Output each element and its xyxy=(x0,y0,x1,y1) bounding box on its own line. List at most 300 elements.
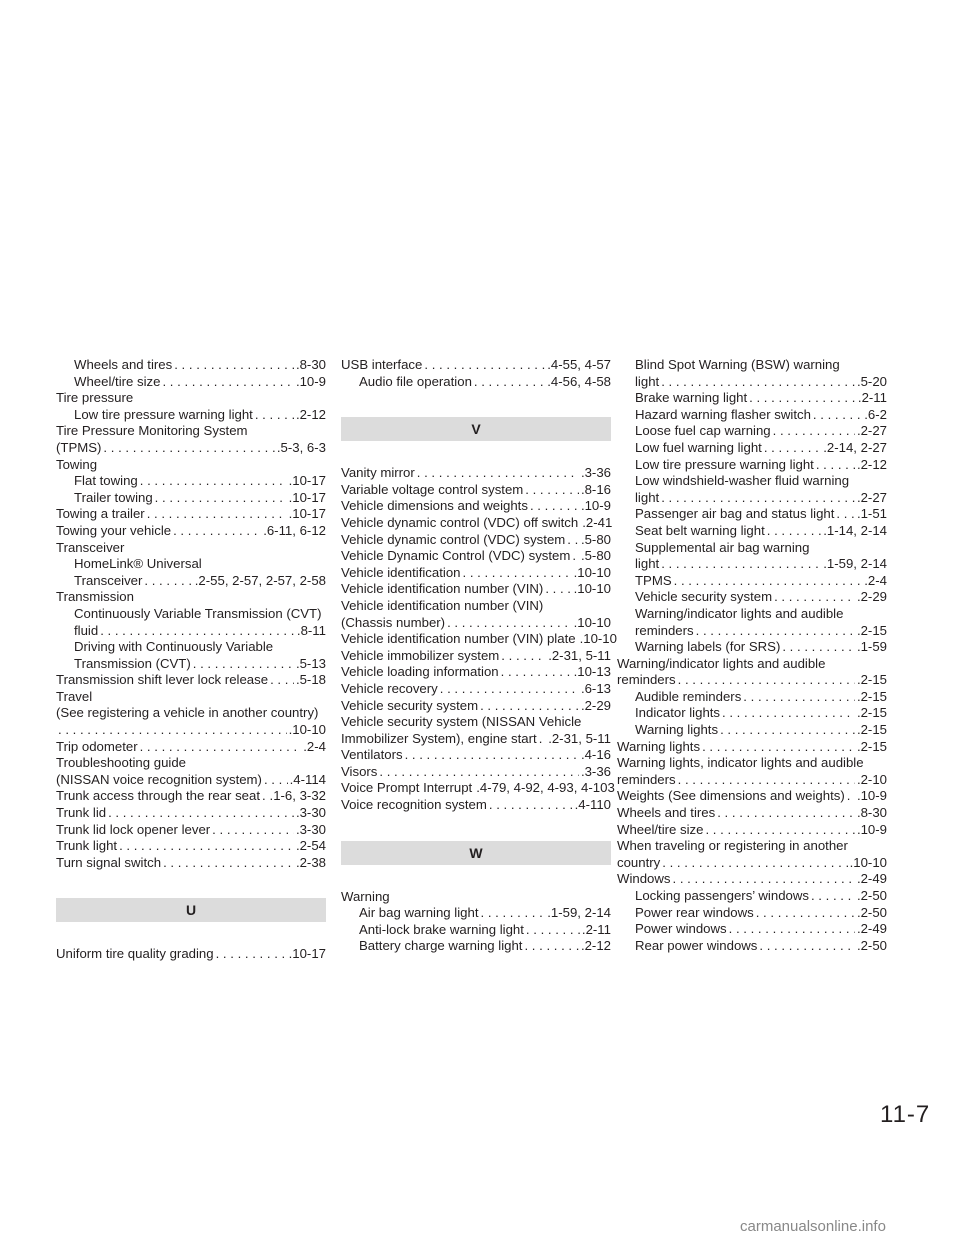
entry-page-ref: .10-10 xyxy=(849,854,887,870)
entry-term: Low tire pressure warning light xyxy=(635,456,814,472)
entry-term: country xyxy=(617,854,661,870)
entry-term: Indicator lights xyxy=(635,705,721,721)
index-entry xyxy=(617,506,887,523)
entry-term: light xyxy=(635,373,660,389)
index-entry xyxy=(617,490,887,507)
index-heading: Continuously Variable Transmission (CVT) xyxy=(74,605,322,621)
entry-page-ref: .10-17 xyxy=(288,489,326,505)
entry-term: Warning labels (for SRS) xyxy=(635,639,781,655)
entry-page-ref: .2-55, 2-57, 2-57, 2-58 xyxy=(194,572,326,588)
dot-leader xyxy=(773,423,855,440)
dot-leader xyxy=(119,838,294,855)
entry-page-ref: .8-11 xyxy=(296,622,326,638)
index-entry xyxy=(617,788,887,805)
index-heading: Transmission xyxy=(56,589,134,605)
dot-leader xyxy=(481,905,546,922)
entry-page-ref: .6-13 xyxy=(580,680,611,696)
index-entry xyxy=(341,664,611,681)
dot-leader xyxy=(140,739,302,756)
entry-page-ref: .10-17 xyxy=(288,506,326,522)
entry-term: light xyxy=(635,489,660,505)
entry-term: Vehicle identification xyxy=(341,564,461,580)
entry-term: Vehicle Dynamic Control (VDC) system xyxy=(341,548,571,564)
entry-page-ref: .3-30 xyxy=(295,821,326,837)
index-entry xyxy=(341,374,611,391)
index-heading: (See registering a vehicle in another country) xyxy=(56,705,319,721)
index-heading: Warning/indicator lights and audible xyxy=(635,605,844,621)
entry-page-ref: .8-30 xyxy=(856,805,887,821)
entry-term: Vehicle recovery xyxy=(341,680,438,696)
entry-term: Air bag warning light xyxy=(359,905,479,921)
index-entry xyxy=(56,722,326,739)
dot-leader xyxy=(545,581,571,598)
index-heading: Supplemental air bag warning xyxy=(635,539,810,555)
dot-leader xyxy=(774,589,855,606)
entry-term: reminders xyxy=(635,622,694,638)
index-entry xyxy=(617,440,887,457)
entry-page-ref: .2-29 xyxy=(856,589,887,605)
index-heading: Low windshield-washer fluid warning xyxy=(635,473,850,489)
entry-term: Uniform tire quality grading xyxy=(56,946,214,962)
dot-leader xyxy=(163,855,294,872)
dot-leader xyxy=(678,772,855,789)
dot-leader xyxy=(847,788,855,805)
index-entry xyxy=(617,374,887,391)
index-entry xyxy=(341,780,615,797)
index-entry xyxy=(617,938,887,955)
entry-page-ref: .3-36 xyxy=(580,763,611,779)
index-entry xyxy=(617,407,887,424)
entry-page-ref: .10-10 xyxy=(288,722,326,738)
dot-leader xyxy=(530,498,579,515)
index-entry xyxy=(56,490,326,507)
entry-term: Vehicle security system xyxy=(341,697,479,713)
dot-leader xyxy=(836,506,855,523)
index-entry xyxy=(341,764,611,781)
entry-page-ref: .2-11 xyxy=(857,390,887,406)
entry-term: Wheel/tire size xyxy=(74,373,161,389)
dot-leader xyxy=(525,482,579,499)
index-heading: Tire Pressure Monitoring System xyxy=(56,423,248,439)
index-entry xyxy=(56,946,326,963)
index-entry xyxy=(56,523,326,540)
index-entry xyxy=(617,556,887,573)
index-entry xyxy=(341,498,611,515)
index-entry xyxy=(617,822,887,839)
entry-term: Vehicle immobilizer system xyxy=(341,647,500,663)
section-header-w: W xyxy=(341,841,611,865)
entry-term: Windows xyxy=(617,871,671,887)
dot-leader xyxy=(767,523,821,540)
entry-page-ref: .4-56, 4-58 xyxy=(547,373,611,389)
entry-page-ref: .5-20 xyxy=(856,373,887,389)
dot-leader xyxy=(447,615,572,632)
entry-term: Warning lights xyxy=(617,738,701,754)
dot-leader xyxy=(489,797,573,814)
entry-term: USB interface xyxy=(341,357,423,372)
entry-term: TPMS xyxy=(635,572,672,588)
entry-term: Trip odometer xyxy=(56,738,138,754)
entry-term: reminders xyxy=(617,771,676,787)
index-entry xyxy=(617,855,887,872)
index-heading: Tire pressure xyxy=(56,390,134,406)
entry-term: Transmission shift lever lock release xyxy=(56,672,269,688)
entry-page-ref: .5-13 xyxy=(295,655,326,671)
entry-page-ref: .10-17 xyxy=(288,946,326,962)
index-column-1 xyxy=(56,357,326,963)
dot-leader xyxy=(705,822,854,839)
entry-term: Audible reminders xyxy=(635,688,742,704)
dot-leader xyxy=(661,490,855,507)
dot-leader xyxy=(717,805,855,822)
index-heading: Transceiver xyxy=(56,539,125,555)
entry-page-ref: .3-30 xyxy=(295,805,326,821)
index-entry xyxy=(341,922,611,939)
dot-leader xyxy=(417,465,579,482)
entry-page-ref: .10-10 xyxy=(573,564,611,580)
entry-term: (TPMS) xyxy=(56,439,102,455)
page-number: 11-7 xyxy=(880,1101,931,1128)
entry-page-ref: .4-110 xyxy=(574,797,611,813)
entry-page-ref: .2-12 xyxy=(295,406,326,422)
entry-page-ref: .10-17 xyxy=(288,473,326,489)
index-heading: Vehicle identification number (VIN) xyxy=(341,597,544,613)
section-header-v: V xyxy=(341,417,611,441)
entry-page-ref: .2-38 xyxy=(295,854,326,870)
dot-leader xyxy=(216,946,287,963)
index-entry xyxy=(617,805,887,822)
index-entry xyxy=(56,805,326,822)
dot-leader xyxy=(816,457,855,474)
entry-term: Rear power windows xyxy=(635,937,758,953)
dot-leader xyxy=(58,722,287,739)
entry-page-ref: .2-50 xyxy=(856,904,887,920)
entry-page-ref: .2-41 xyxy=(582,514,613,530)
dot-leader xyxy=(811,888,855,905)
dot-leader xyxy=(702,739,855,756)
dot-leader xyxy=(572,548,579,565)
entry-term: (Chassis number) xyxy=(341,614,446,630)
entry-page-ref: .2-12 xyxy=(856,456,887,472)
index-entry xyxy=(617,589,887,606)
entry-term: Power rear windows xyxy=(635,904,754,920)
index-entry xyxy=(617,739,887,756)
index-entry xyxy=(56,788,326,805)
entry-page-ref: .1-59, 2-14 xyxy=(547,905,611,921)
index-entry xyxy=(56,855,326,872)
entry-page-ref: .2-12 xyxy=(580,938,611,954)
dot-leader xyxy=(270,672,294,689)
entry-page-ref: .10-9 xyxy=(580,498,611,514)
entry-term: Towing your vehicle xyxy=(56,522,172,538)
index-entry xyxy=(341,797,611,814)
dot-leader xyxy=(524,938,578,955)
index-heading: Warning xyxy=(341,888,390,904)
dot-leader xyxy=(212,822,294,839)
entry-page-ref: .10-9 xyxy=(856,788,887,804)
index-entry xyxy=(617,888,887,905)
index-entry xyxy=(56,573,326,590)
entry-term: Variable voltage control system xyxy=(341,481,524,497)
entry-term: Immobilizer System), engine start xyxy=(341,730,537,746)
entry-page-ref: .10-9 xyxy=(856,821,887,837)
dot-leader xyxy=(162,374,293,391)
entry-page-ref: .1-59, 2-14 xyxy=(823,556,887,572)
entry-term: Towing a trailer xyxy=(56,506,145,522)
index-entry xyxy=(56,374,326,391)
dot-leader xyxy=(174,357,294,374)
index-heading: When traveling or registering in another xyxy=(617,838,848,854)
index-entry xyxy=(617,705,887,722)
dot-leader xyxy=(262,788,268,805)
index-heading: Warning/indicator lights and audible xyxy=(617,655,826,671)
entry-page-ref: .3-36 xyxy=(580,465,611,481)
index-entry xyxy=(617,722,887,739)
index-heading: Towing xyxy=(56,456,98,472)
entry-term: Loose fuel cap warning xyxy=(635,423,771,439)
index-entry xyxy=(617,689,887,706)
entry-term: Vanity mirror xyxy=(341,465,415,481)
entry-page-ref: .2-27 xyxy=(856,423,887,439)
index-entry xyxy=(617,623,887,640)
entry-page-ref: .6-11, 6-12 xyxy=(263,522,326,538)
entry-page-ref: .2-15 xyxy=(856,688,887,704)
entry-page-ref: .2-49 xyxy=(856,921,887,937)
entry-term: Flat towing xyxy=(74,473,138,489)
entry-page-ref: .10-10 xyxy=(579,631,617,647)
index-heading: Vehicle security system (NISSAN Vehicle xyxy=(341,714,582,730)
dot-leader xyxy=(759,938,855,955)
entry-term: Power windows xyxy=(635,921,727,937)
index-column-3 xyxy=(617,357,887,954)
entry-page-ref: .2-15 xyxy=(856,705,887,721)
entry-page-ref: .8-16 xyxy=(580,481,611,497)
dot-leader xyxy=(264,772,288,789)
entry-page-ref: .2-15 xyxy=(856,722,887,738)
dot-leader xyxy=(782,639,855,656)
entry-term: Trunk light xyxy=(56,838,118,854)
index-entry xyxy=(341,548,611,565)
entry-page-ref: .4-79, 4-92, 4-93, 4-103 xyxy=(476,780,615,796)
index-column-2 xyxy=(341,357,617,955)
entry-page-ref: .4-114 xyxy=(289,771,326,787)
index-entry xyxy=(56,506,326,523)
entry-term: Passenger air bag and status light xyxy=(635,506,835,522)
entry-page-ref: .5-80 xyxy=(580,531,611,547)
index-entry xyxy=(341,698,611,715)
dot-leader xyxy=(480,698,579,715)
dot-leader xyxy=(501,664,572,681)
index-entry xyxy=(341,905,611,922)
dot-leader xyxy=(108,805,294,822)
entry-page-ref: .1-59 xyxy=(856,639,887,655)
index-entry xyxy=(617,639,887,656)
entry-page-ref: .2-14, 2-27 xyxy=(823,439,887,455)
index-heading: Warning lights, indicator lights and audible xyxy=(617,755,864,771)
entry-page-ref: .5-3, 6-3 xyxy=(276,439,326,455)
index-entry xyxy=(617,573,887,590)
index-entry xyxy=(341,581,611,598)
entry-term: Voice Prompt Interrupt xyxy=(341,780,473,796)
index-entry xyxy=(56,739,326,756)
entry-page-ref: .2-54 xyxy=(295,838,326,854)
index-entry xyxy=(617,457,887,474)
entry-page-ref: .2-50 xyxy=(856,937,887,953)
index-entry xyxy=(56,407,326,424)
watermark: carmanualsonline.info xyxy=(740,1218,886,1235)
entry-term: Wheels and tires xyxy=(74,357,173,372)
entry-page-ref: .2-31, 5-11 xyxy=(548,647,611,663)
dot-leader xyxy=(661,374,855,391)
dot-leader xyxy=(474,374,545,391)
dot-leader xyxy=(405,747,579,764)
index-entry xyxy=(617,523,887,540)
dot-leader xyxy=(567,532,579,549)
entry-page-ref: .2-31, 5-11 xyxy=(548,730,611,746)
entry-page-ref: .2-29 xyxy=(580,697,611,713)
index-heading: Troubleshooting guide xyxy=(56,755,187,771)
entry-page-ref: .1-51 xyxy=(856,506,887,522)
index-entry xyxy=(617,905,887,922)
section-header-u: U xyxy=(56,898,326,922)
index-entry xyxy=(56,656,326,673)
index-entry xyxy=(341,631,617,648)
entry-term: Battery charge warning light xyxy=(359,938,523,954)
index-entry xyxy=(56,672,326,689)
entry-term: Hazard warning flasher switch xyxy=(635,406,811,422)
entry-page-ref: .2-11 xyxy=(581,921,611,937)
entry-term: Low fuel warning light xyxy=(635,439,762,455)
index-entry xyxy=(617,772,887,789)
entry-term: Trunk lid lock opener lever xyxy=(56,821,211,837)
dot-leader xyxy=(379,764,579,781)
entry-page-ref: .2-15 xyxy=(856,622,887,638)
dot-leader xyxy=(722,705,855,722)
entry-term: Trunk access through the rear seat xyxy=(56,788,261,804)
dot-leader xyxy=(193,656,294,673)
index-entry xyxy=(341,731,611,748)
dot-leader xyxy=(720,722,855,739)
dot-leader xyxy=(440,681,579,698)
entry-page-ref: .10-9 xyxy=(295,373,326,389)
index-entry xyxy=(341,681,611,698)
index-entry xyxy=(341,465,611,482)
index-heading: Driving with Continuously Variable xyxy=(74,639,274,655)
entry-term: Vehicle identification number (VIN) xyxy=(341,581,544,597)
dot-leader xyxy=(678,672,855,689)
index-entry xyxy=(341,615,611,632)
index-heading: Travel xyxy=(56,688,93,704)
entry-term: Vehicle dynamic control (VDC) off switch xyxy=(341,514,579,530)
dot-leader xyxy=(103,440,274,457)
dot-leader xyxy=(173,523,261,540)
index-entry xyxy=(341,357,611,374)
index-entry xyxy=(341,532,611,549)
entry-page-ref: .4-55, 4-57 xyxy=(547,357,611,372)
dot-leader xyxy=(674,573,863,590)
entry-term: reminders xyxy=(617,672,676,688)
dot-leader xyxy=(144,573,192,590)
dot-leader xyxy=(147,506,287,523)
index-entry xyxy=(617,921,887,938)
entry-term: (NISSAN voice recognition system) xyxy=(56,771,262,787)
index-entry xyxy=(56,822,326,839)
entry-page-ref: .10-10 xyxy=(573,581,611,597)
index-entry xyxy=(341,648,611,665)
dot-leader xyxy=(662,855,847,872)
entry-term: Vehicle identification number (VIN) plate xyxy=(341,631,576,647)
entry-term: Wheel/tire size xyxy=(617,821,704,837)
entry-page-ref: .2-15 xyxy=(856,738,887,754)
dot-leader xyxy=(661,556,821,573)
entry-term: Brake warning light xyxy=(635,390,748,406)
entry-term: Trunk lid xyxy=(56,805,107,821)
entry-term: light xyxy=(635,556,660,572)
entry-term: Audio file operation xyxy=(359,373,472,389)
index-heading: HomeLink® Universal xyxy=(74,556,202,572)
entry-term: Voice recognition system xyxy=(341,797,487,813)
entry-term: Low tire pressure warning light xyxy=(74,406,253,422)
entry-term: Vehicle security system xyxy=(635,589,773,605)
entry-term: Weights (See dimensions and weights) xyxy=(617,788,845,804)
index-entry xyxy=(341,565,611,582)
entry-page-ref: .2-4 xyxy=(303,738,326,754)
index-entry xyxy=(617,423,887,440)
entry-term: Trailer towing xyxy=(74,489,153,505)
entry-term: Anti-lock brake warning light xyxy=(359,921,524,937)
dot-leader xyxy=(100,623,295,640)
entry-page-ref: .10-10 xyxy=(573,614,611,630)
entry-term: Vehicle dimensions and weights xyxy=(341,498,528,514)
entry-page-ref: .2-15 xyxy=(856,672,887,688)
dot-leader xyxy=(673,871,855,888)
entry-term: Turn signal switch xyxy=(56,854,162,870)
entry-term: Locking passengers’ windows xyxy=(635,888,809,903)
index-entry xyxy=(341,938,611,955)
index-entry xyxy=(617,672,887,689)
dot-leader xyxy=(696,623,855,640)
entry-page-ref: .8-30 xyxy=(295,357,326,372)
index-entry xyxy=(341,515,611,532)
dot-leader xyxy=(501,648,546,665)
index-entry xyxy=(56,772,326,789)
index-entry xyxy=(56,838,326,855)
index-entry xyxy=(617,390,887,407)
entry-term: Visors xyxy=(341,763,378,779)
dot-leader xyxy=(539,731,547,748)
entry-page-ref: .2-50 xyxy=(856,888,887,903)
dot-leader xyxy=(424,357,545,374)
entry-page-ref: .2-4 xyxy=(864,572,887,588)
entry-page-ref: .1-6, 3-32 xyxy=(269,788,326,804)
entry-term: Transmission (CVT) xyxy=(74,655,191,671)
entry-term: fluid xyxy=(74,622,99,638)
entry-term: Wheels and tires xyxy=(617,805,716,821)
entry-page-ref: .2-49 xyxy=(856,871,887,887)
index-entry xyxy=(56,623,326,640)
entry-term: Vehicle loading information xyxy=(341,664,499,680)
index-heading: Blind Spot Warning (BSW) warning xyxy=(635,357,840,372)
index-entry xyxy=(56,473,326,490)
entry-page-ref: .5-80 xyxy=(580,548,611,564)
index-entry xyxy=(56,357,326,374)
entry-term: Vehicle dynamic control (VDC) system xyxy=(341,531,566,547)
dot-leader xyxy=(255,407,294,424)
dot-leader xyxy=(764,440,821,457)
entry-term: Transceiver xyxy=(74,572,143,588)
dot-leader xyxy=(756,905,855,922)
dot-leader xyxy=(140,473,287,490)
